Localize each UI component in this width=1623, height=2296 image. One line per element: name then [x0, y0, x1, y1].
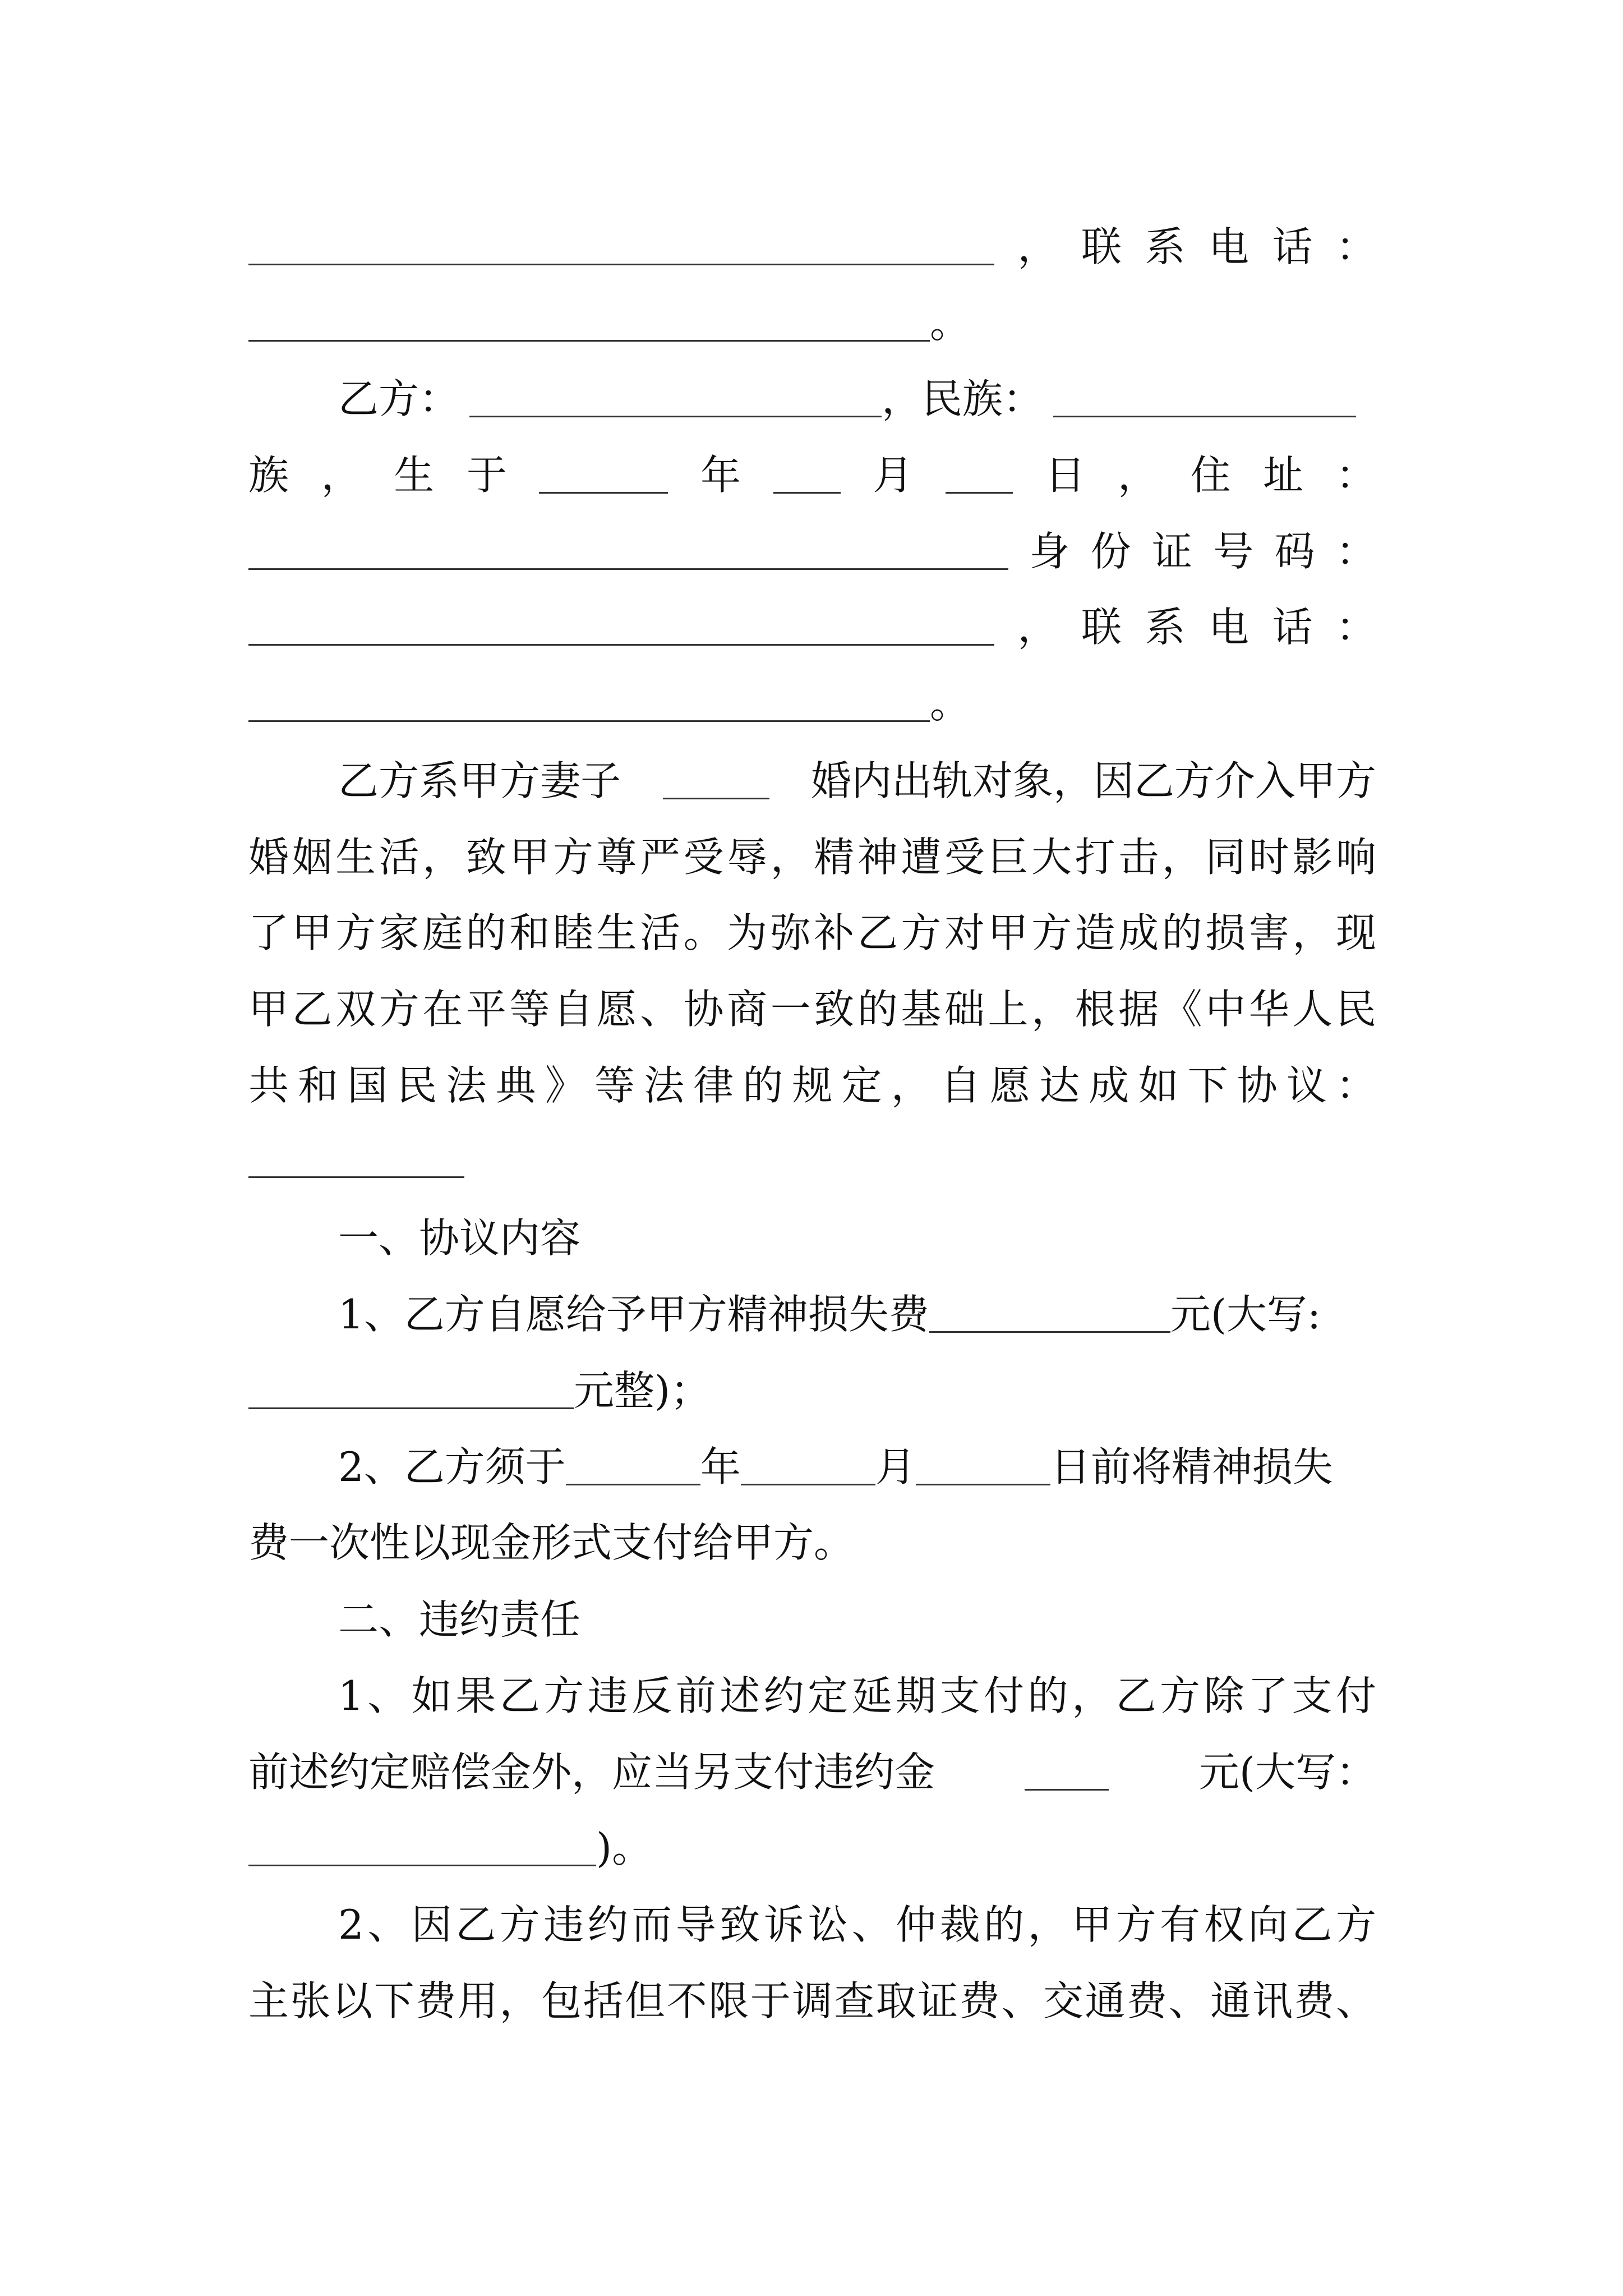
heading-text: 二、违约责任 — [338, 1596, 581, 1643]
text-char: 月 — [873, 452, 914, 499]
text-char: 于 — [466, 452, 507, 499]
line-party-b-phone — [248, 596, 1376, 658]
line-party-b — [248, 368, 1376, 430]
blank-year[interactable] — [539, 457, 668, 494]
blank-year[interactable] — [566, 1449, 700, 1485]
id-label-char: 号 — [1213, 528, 1254, 575]
phone-label-char: 系 — [1145, 604, 1186, 651]
text: 日前将精神损失 — [1050, 1443, 1333, 1490]
text: )。 — [596, 1824, 653, 1871]
id-label-char: 码 — [1274, 528, 1315, 575]
period: 。 — [930, 300, 971, 347]
item-late-payment-line-2 — [248, 1741, 1376, 1803]
phone-label-char: 联 — [1081, 604, 1122, 651]
line-party-a-phone-end — [248, 292, 1376, 354]
id-label-char: 证 — [1151, 528, 1192, 575]
text: 月 — [875, 1443, 916, 1490]
blank-month[interactable] — [773, 457, 841, 494]
phone-label-char: 联 — [1081, 223, 1122, 270]
section-heading-agreement — [248, 1207, 1376, 1269]
text: 元整)； — [574, 1367, 711, 1414]
item-litigation-line-1 — [248, 1894, 1380, 1955]
blank-amount-words[interactable] — [248, 1373, 574, 1409]
blank-field[interactable] — [469, 381, 882, 417]
item-litigation-line-2 — [248, 1970, 1376, 2032]
line-party-b-birth — [248, 444, 1376, 506]
id-label-char: 身 — [1029, 528, 1070, 575]
section-heading-liability — [248, 1589, 1376, 1650]
comma: ， — [882, 375, 923, 422]
blank-field[interactable] — [248, 685, 930, 722]
item-compensation-line-2 — [248, 1360, 1376, 1421]
blank-field[interactable] — [1053, 381, 1356, 417]
text: 2、因乙方违约而导致诉讼、仲裁的，甲方有权向乙方 — [338, 1901, 1380, 1948]
line-party-b-address — [248, 521, 1376, 582]
paragraph-intro-line-5 — [248, 1055, 1386, 1116]
text-char: 日 — [1045, 452, 1086, 499]
text: 元(大写： — [1198, 1749, 1376, 1796]
text: 1、如果乙方违反前述约定延期支付的，乙方除了支付 — [338, 1672, 1380, 1719]
id-label-char: ： — [1335, 528, 1376, 575]
party-b-label: 乙方： — [338, 375, 460, 422]
text-char: 住 — [1190, 452, 1231, 499]
paragraph-intro-line-4 — [248, 978, 1380, 1040]
line-party-a-phone — [248, 216, 1376, 278]
blank-field[interactable] — [248, 305, 930, 342]
blank-amount[interactable] — [929, 1296, 1170, 1333]
text: 2、乙方须于 — [338, 1443, 566, 1490]
phone-label-char: 话 — [1272, 604, 1313, 651]
text: 前述约定赔偿金外，应当另支付违约金 — [248, 1749, 935, 1796]
text: 费一次性以现金形式支付给甲方。 — [248, 1519, 855, 1566]
separator-line — [248, 1176, 464, 1178]
text-char: 生 — [394, 452, 435, 499]
phone-label-char: 系 — [1145, 223, 1186, 270]
text: 元(大写: — [1170, 1291, 1321, 1338]
item-payment-date-line-1 — [248, 1436, 1376, 1498]
text-char: ： — [1335, 452, 1376, 499]
phone-label-char: 话 — [1272, 223, 1313, 270]
text-char: 址 — [1263, 452, 1304, 499]
paragraph-intro-line-2 — [248, 826, 1380, 888]
item-compensation-line-1 — [248, 1283, 1376, 1345]
blank-penalty-amount[interactable] — [1025, 1754, 1109, 1791]
blank-month[interactable] — [741, 1449, 875, 1485]
phone-label-char: ： — [1335, 223, 1376, 270]
item-payment-date-line-2 — [248, 1512, 1376, 1573]
nation-label: 民族： — [922, 375, 1044, 422]
text-char: ， — [1118, 452, 1159, 499]
paragraph-intro-line-1 — [248, 750, 1376, 812]
text: 甲乙双方在平等自愿、协商一致的基础上，根据《中华人民 — [248, 986, 1380, 1033]
text-char: 年 — [700, 452, 741, 499]
blank-field[interactable] — [248, 229, 994, 265]
blank-day[interactable] — [946, 457, 1013, 494]
blank-field[interactable] — [248, 533, 1008, 570]
text: 主张以下费用，包括但不限于调查取证费、交通费、通讯费、 — [248, 1977, 1378, 2024]
item-late-payment-line-1 — [248, 1665, 1380, 1727]
phone-label-char: 电 — [1208, 604, 1249, 651]
text-char: ， — [321, 452, 362, 499]
line-party-b-phone-end — [248, 673, 1376, 734]
comma: ， — [1017, 604, 1058, 651]
period: 。 — [930, 680, 971, 727]
blank-field[interactable] — [663, 763, 769, 799]
heading-text: 一、协议内容 — [338, 1214, 581, 1262]
blank-penalty-words[interactable] — [248, 1830, 596, 1866]
paragraph-intro-line-3 — [248, 902, 1380, 964]
blank-day[interactable] — [916, 1449, 1050, 1485]
text: 婚姻生活，致甲方尊严受辱，精神遭受巨大打击，同时影响 — [248, 834, 1380, 881]
text: 婚内出轨对象，因乙方介入甲方 — [810, 757, 1376, 804]
phone-label-char: ： — [1335, 604, 1376, 651]
text: 乙方系甲方妻子 — [338, 757, 621, 804]
text: 1、乙方自愿给予甲方精神损失费 — [338, 1291, 929, 1338]
item-late-payment-line-3 — [248, 1817, 1376, 1879]
text: 了甲方家庭的和睦生活。为弥补乙方对甲方造成的损害，现 — [248, 909, 1380, 956]
text: 共和国民法典》等法律的规定，自愿达成如下协议： — [248, 1062, 1386, 1109]
text-char: 族 — [248, 452, 289, 499]
id-label-char: 份 — [1090, 528, 1131, 575]
phone-label-char: 电 — [1208, 223, 1249, 270]
blank-field[interactable] — [248, 609, 994, 646]
comma: ， — [1017, 223, 1058, 270]
text: 年 — [700, 1443, 741, 1490]
